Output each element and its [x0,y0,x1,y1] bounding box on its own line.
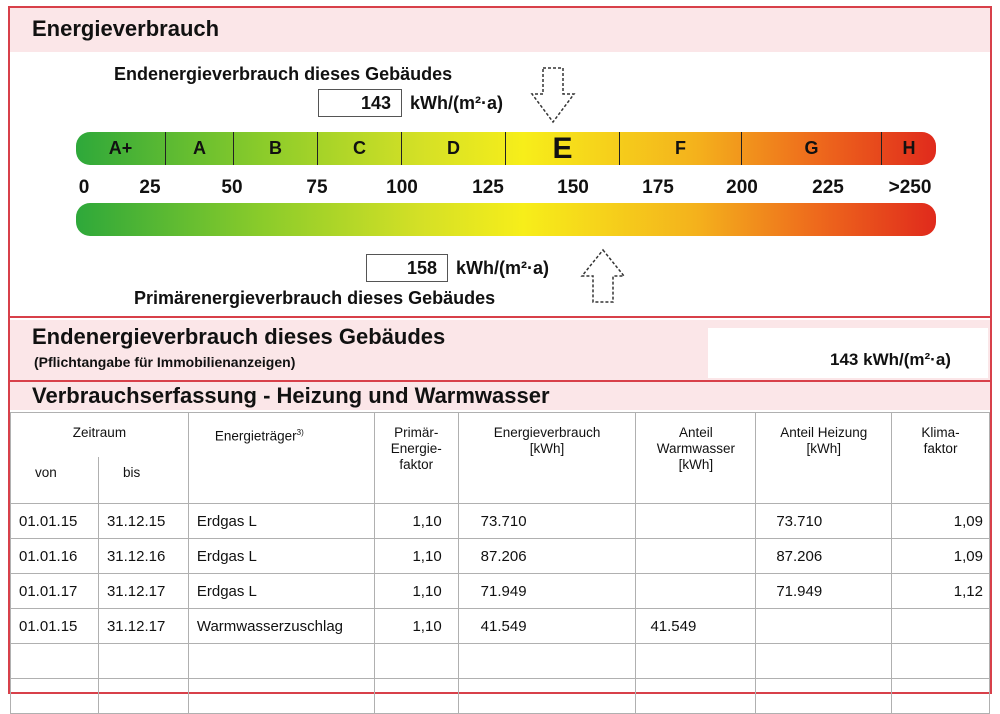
header-primaer-line3: faktor [399,457,434,472]
header-row [11,413,990,458]
header-hz-unit: [kWh] [806,441,841,456]
cell-bis [98,644,188,679]
cell-faktor: 1,10 [374,609,458,644]
header-verbrauch-line1: Energieverbrauch [493,425,601,440]
cell-faktor: 1,10 [374,574,458,609]
section2-value-unit: kWh/(m²·a) [863,350,951,369]
cell-faktor [374,644,458,679]
cell-ww [636,679,756,714]
cell-traeger [188,644,374,679]
energy-class-scale [76,132,936,165]
class-d: D [402,132,506,165]
class-a: A [166,132,234,165]
header-zeitraum: Zeitraum [11,413,189,458]
consumption-table [10,412,990,714]
tick-175: 175 [642,177,674,198]
header-energietraeger-footnote: 3) [296,428,304,437]
cell-verbrauch: 87.206 [458,539,636,574]
header-energietraeger-text: Energieträger [214,428,297,444]
cell-heizung [756,644,892,679]
cell-ww [636,574,756,609]
cell-ww [636,504,756,539]
cell-verbrauch: 71.949 [458,574,636,609]
header-anteil-warmwasser [636,413,756,504]
header-hz-line1: Anteil Heizung [780,425,868,440]
table-row [11,679,990,714]
header-primaerfaktor [374,413,458,504]
cell-verbrauch: 41.549 [458,609,636,644]
cell-heizung: 71.949 [756,574,892,609]
cell-faktor [374,679,458,714]
section3-title: Verbrauchserfassung - Heizung und Warmwasser [32,383,550,408]
cell-von: 01.01.17 [11,574,99,609]
class-e-active: E [506,132,620,165]
cell-verbrauch [458,644,636,679]
cell-traeger: Warmwasserzuschlag [188,609,374,644]
header-klima-line2: faktor [923,441,958,456]
cell-faktor: 1,10 [374,504,458,539]
cell-traeger: Erdgas L [188,539,374,574]
cell-faktor: 1,10 [374,539,458,574]
section2-note: (Pflichtangabe für Immobilienanzeigen) [34,354,296,370]
section2-title: Endenergieverbrauch dieses Gebäudes [32,324,446,349]
header-primaer-line2: Energie- [390,441,442,456]
tick-75: 75 [306,177,328,198]
tick-200: 200 [726,177,758,198]
primary-energy-arrow-icon [580,248,626,304]
cell-heizung [756,609,892,644]
header-primaer-line1: Primär- [394,425,439,440]
header-anteil-heizung [756,413,892,504]
tick-250plus: >250 [888,177,932,198]
header-klimafaktor [892,413,990,504]
class-a-plus: A+ [76,132,166,165]
header-klima-line1: Klima- [921,425,960,440]
cell-heizung: 87.206 [756,539,892,574]
cell-von: 01.01.16 [11,539,99,574]
end-energy-arrow-icon [530,66,576,124]
tick-25: 25 [139,177,161,198]
class-f: F [620,132,742,165]
cell-klima [892,609,990,644]
class-b: B [234,132,318,165]
section2-value-number: 143 [830,350,859,369]
end-energy-value: 143 [318,89,402,117]
cell-ww [636,644,756,679]
class-c: C [318,132,402,165]
header-energieverbrauch [458,413,636,504]
cell-von [11,644,99,679]
cell-verbrauch: 73.710 [458,504,636,539]
cell-heizung [756,679,892,714]
tick-125: 125 [472,177,504,198]
divider-1 [10,316,990,318]
section1-title: Energieverbrauch [32,16,220,41]
class-h: H [902,138,916,158]
tick-50: 50 [221,177,243,198]
cell-traeger: Erdgas L [188,574,374,609]
table-row [11,609,990,644]
cell-heizung: 73.710 [756,504,892,539]
header-ww-line1: Anteil [679,425,713,440]
primary-energy-scale [76,203,936,236]
tick-0: 0 [78,177,90,198]
cell-traeger: Erdgas L [188,504,374,539]
primary-energy-unit: kWh/(m²·a) [456,258,549,278]
cell-bis: 31.12.15 [98,504,188,539]
cell-klima: 1,09 [892,504,990,539]
end-energy-label: Endenergieverbrauch dieses Gebäudes [114,64,453,84]
header-energietraeger [188,413,374,504]
header-verbrauch-unit: [kWh] [529,441,565,456]
table-row [11,644,990,679]
end-energy-unit: kWh/(m²·a) [410,93,503,113]
tick-225: 225 [812,177,844,198]
cell-von: 01.01.15 [11,504,99,539]
tick-100: 100 [386,177,418,198]
cell-bis: 31.12.17 [98,574,188,609]
header-ww-line2: Warmwasser [656,441,736,456]
cell-bis [98,679,188,714]
cell-von: 01.01.15 [11,609,99,644]
section2-value [830,350,951,370]
table-row [11,574,990,609]
cell-klima [892,679,990,714]
primary-energy-label: Primärenergieverbrauch dieses Gebäudes [134,288,496,308]
cell-bis: 31.12.17 [98,609,188,644]
cell-klima: 1,12 [892,574,990,609]
cell-ww [636,539,756,574]
table-row [11,504,990,539]
cell-ww: 41.549 [636,609,756,644]
cell-verbrauch [458,679,636,714]
cell-bis: 31.12.16 [98,539,188,574]
cell-traeger [188,679,374,714]
primary-energy-value: 158 [366,254,448,282]
header-bis: bis [98,457,188,504]
tick-150: 150 [557,177,589,198]
cell-von [11,679,99,714]
cell-klima [892,644,990,679]
class-g: G [742,132,882,165]
header-von: von [11,457,99,504]
table-row [11,539,990,574]
cell-klima: 1,09 [892,539,990,574]
header-ww-unit: [kWh] [678,457,714,472]
